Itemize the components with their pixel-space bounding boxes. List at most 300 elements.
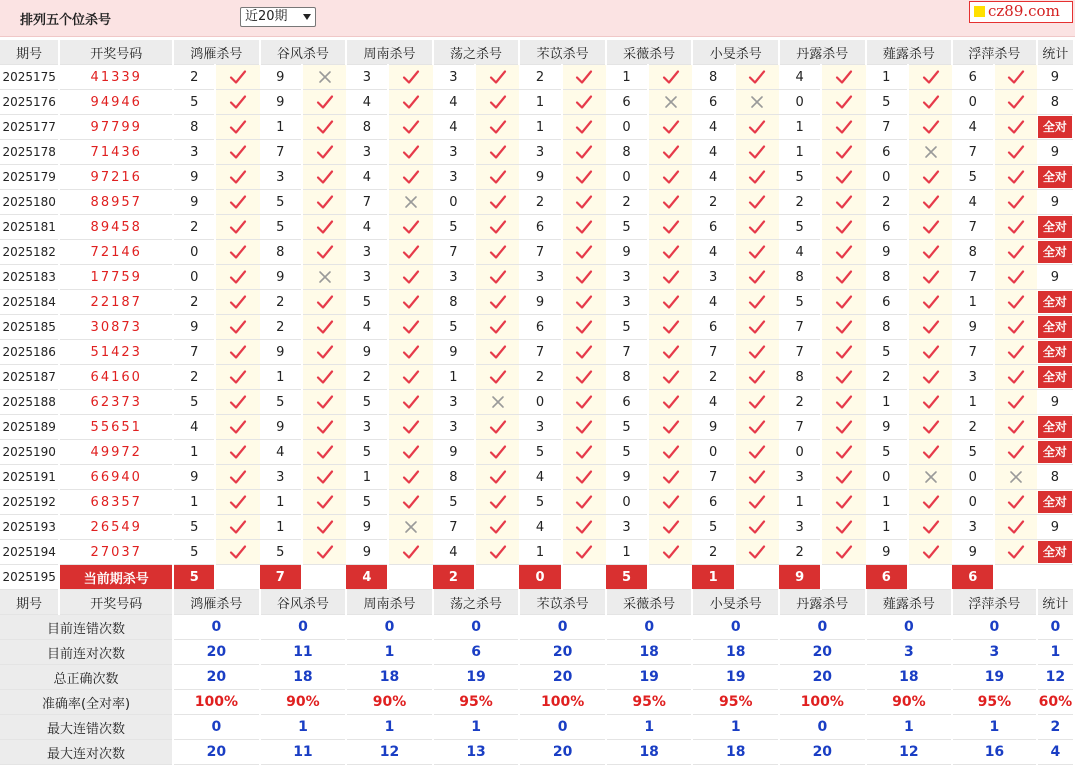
summary-value: 18 — [346, 665, 433, 690]
draw-number: 68357 — [59, 490, 173, 515]
check-icon — [821, 90, 865, 115]
table-row — [0, 215, 1074, 240]
kill-pick: 2 — [606, 190, 648, 215]
all-correct-badge: 全对 — [1038, 541, 1072, 563]
draw-number: 26549 — [59, 515, 173, 540]
kill-pick: 2 — [519, 365, 561, 390]
summary-value: 20 — [779, 740, 866, 765]
table-row — [0, 115, 1074, 140]
col-header-expert: 浮萍杀号 — [952, 590, 1037, 615]
col-header-draw: 开奖号码 — [59, 590, 173, 615]
check-icon — [994, 115, 1036, 140]
draw-number: 64160 — [59, 365, 173, 390]
kill-pick: 7 — [952, 340, 994, 365]
kill-pick: 4 — [346, 215, 388, 240]
check-icon — [648, 240, 692, 265]
check-icon — [735, 290, 779, 315]
check-icon — [735, 265, 779, 290]
check-icon — [388, 115, 432, 140]
current-kill-pick: 0 — [519, 565, 561, 590]
kill-pick: 0 — [952, 490, 994, 515]
check-icon — [994, 265, 1036, 290]
issue-number: 2025186 — [0, 340, 59, 365]
kill-pick: 1 — [779, 140, 821, 165]
summary-value: 20 — [173, 665, 260, 690]
kill-pick: 7 — [260, 140, 302, 165]
kill-pick: 1 — [433, 365, 475, 390]
current-kill-pick: 7 — [260, 565, 302, 590]
col-header-draw: 开奖号码 — [59, 40, 173, 65]
kill-pick: 6 — [606, 90, 648, 115]
check-icon — [908, 90, 952, 115]
current-kill-pick: 5 — [606, 565, 648, 590]
kill-pick: 3 — [519, 415, 561, 440]
kill-pick: 5 — [779, 290, 821, 315]
kill-pick: 2 — [173, 215, 215, 240]
summary-value: 0 — [866, 615, 953, 640]
check-icon — [388, 315, 432, 340]
check-icon — [735, 365, 779, 390]
check-icon — [735, 315, 779, 340]
kill-pick: 0 — [519, 390, 561, 415]
kill-pick: 5 — [260, 390, 302, 415]
kill-pick: 8 — [346, 115, 388, 140]
col-header-expert: 谷风杀号 — [260, 590, 347, 615]
cross-icon — [475, 390, 519, 415]
summary-value: 0 — [779, 715, 866, 740]
kill-pick: 3 — [606, 290, 648, 315]
check-icon — [648, 215, 692, 240]
table-row — [0, 515, 1074, 540]
check-icon — [302, 390, 346, 415]
check-icon — [475, 115, 519, 140]
kill-pick: 1 — [519, 115, 561, 140]
kill-pick: 8 — [173, 115, 215, 140]
row-stat — [1037, 540, 1074, 565]
summary-value: 13 — [433, 740, 520, 765]
check-icon — [302, 190, 346, 215]
col-header-stat: 统计 — [1037, 40, 1074, 65]
kill-pick: 0 — [606, 490, 648, 515]
check-icon — [908, 515, 952, 540]
check-icon — [562, 415, 606, 440]
col-header-expert: 周南杀号 — [346, 590, 433, 615]
kill-pick: 8 — [606, 140, 648, 165]
check-icon — [908, 540, 952, 565]
check-icon — [648, 490, 692, 515]
summary-value: 1 — [606, 715, 693, 740]
kill-pick: 1 — [866, 490, 908, 515]
kill-pick: 6 — [866, 215, 908, 240]
kill-pick: 9 — [260, 340, 302, 365]
kill-pick: 5 — [606, 315, 648, 340]
check-icon — [388, 490, 432, 515]
kill-pick: 2 — [260, 290, 302, 315]
check-icon — [735, 190, 779, 215]
summary-stat: 1 — [1037, 640, 1074, 665]
summary-value: 20 — [173, 740, 260, 765]
kill-pick: 9 — [260, 90, 302, 115]
kill-pick: 3 — [433, 165, 475, 190]
row-stat — [1037, 115, 1074, 140]
kill-pick: 9 — [260, 265, 302, 290]
kill-pick: 4 — [779, 65, 821, 90]
current-blank — [735, 565, 779, 590]
kill-pick: 5 — [866, 340, 908, 365]
check-icon — [562, 390, 606, 415]
current-blank — [908, 565, 952, 590]
summary-value: 19 — [692, 665, 779, 690]
kill-pick: 5 — [952, 440, 994, 465]
kill-pick: 6 — [692, 315, 734, 340]
current-blank — [994, 565, 1036, 590]
summary-value: 1 — [692, 715, 779, 740]
draw-number: 97216 — [59, 165, 173, 190]
summary-value: 3 — [952, 640, 1037, 665]
check-icon — [388, 465, 432, 490]
summary-value: 20 — [519, 665, 606, 690]
check-icon — [388, 90, 432, 115]
kill-pick: 3 — [433, 140, 475, 165]
kill-pick: 3 — [952, 365, 994, 390]
top-bar — [0, 0, 1075, 37]
all-correct-badge: 全对 — [1038, 366, 1072, 388]
summary-value: 0 — [519, 715, 606, 740]
table-row — [0, 240, 1074, 265]
table-row — [0, 315, 1074, 340]
summary-value: 12 — [866, 740, 953, 765]
summary-value: 95% — [952, 690, 1037, 715]
current-period-label: 当前期杀号 — [59, 565, 173, 590]
kill-pick: 5 — [346, 490, 388, 515]
summary-value: 6 — [433, 640, 520, 665]
check-icon — [475, 215, 519, 240]
summary-value: 100% — [779, 690, 866, 715]
current-kill-pick: 1 — [692, 565, 734, 590]
kill-pick: 3 — [519, 265, 561, 290]
check-icon — [648, 65, 692, 90]
kill-pick: 1 — [952, 390, 994, 415]
kill-pick: 3 — [173, 140, 215, 165]
check-icon — [908, 440, 952, 465]
kill-pick: 9 — [692, 415, 734, 440]
issue-number: 2025188 — [0, 390, 59, 415]
col-header-expert: 谷风杀号 — [260, 40, 347, 65]
summary-value: 0 — [519, 615, 606, 640]
summary-value: 12 — [346, 740, 433, 765]
current-kill-pick: 4 — [346, 565, 388, 590]
check-icon — [735, 115, 779, 140]
kill-pick: 5 — [866, 440, 908, 465]
check-icon — [735, 215, 779, 240]
kill-pick: 5 — [173, 540, 215, 565]
summary-stat: 0 — [1037, 615, 1074, 640]
summary-value: 1 — [346, 640, 433, 665]
check-icon — [562, 165, 606, 190]
kill-pick: 0 — [779, 440, 821, 465]
kill-pick: 8 — [866, 315, 908, 340]
kill-pick: 2 — [519, 190, 561, 215]
all-correct-badge: 全对 — [1038, 316, 1072, 338]
check-icon — [735, 390, 779, 415]
col-header-expert: 小旻杀号 — [692, 590, 779, 615]
summary-value: 100% — [519, 690, 606, 715]
kill-pick: 0 — [866, 465, 908, 490]
check-icon — [735, 440, 779, 465]
col-header-expert: 薤露杀号 — [866, 40, 953, 65]
logo-text: cz89.com — [988, 2, 1060, 20]
kill-pick: 0 — [606, 165, 648, 190]
check-icon — [215, 215, 259, 240]
kill-pick: 3 — [260, 465, 302, 490]
cross-icon — [735, 90, 779, 115]
kill-pick: 9 — [606, 240, 648, 265]
check-icon — [994, 290, 1036, 315]
check-icon — [475, 340, 519, 365]
kill-pick: 1 — [606, 65, 648, 90]
check-icon — [215, 190, 259, 215]
summary-value: 1 — [952, 715, 1037, 740]
kill-pick: 9 — [173, 190, 215, 215]
summary-value: 0 — [606, 615, 693, 640]
kill-pick: 4 — [346, 165, 388, 190]
summary-value: 0 — [692, 615, 779, 640]
check-icon — [648, 515, 692, 540]
kill-pick: 0 — [173, 265, 215, 290]
kill-pick: 6 — [692, 215, 734, 240]
check-icon — [821, 240, 865, 265]
draw-number: 94946 — [59, 90, 173, 115]
row-stat — [1037, 440, 1074, 465]
kill-pick: 3 — [519, 140, 561, 165]
col-header-expert: 小旻杀号 — [692, 40, 779, 65]
kill-pick: 5 — [346, 290, 388, 315]
kill-pick: 5 — [433, 490, 475, 515]
check-icon — [388, 415, 432, 440]
summary-value: 95% — [692, 690, 779, 715]
kill-pick: 2 — [692, 190, 734, 215]
period-select[interactable] — [240, 7, 316, 27]
kill-pick: 5 — [173, 390, 215, 415]
kill-pick: 8 — [866, 265, 908, 290]
kill-pick: 2 — [346, 365, 388, 390]
col-header-expert: 采薇杀号 — [606, 590, 693, 615]
check-icon — [475, 265, 519, 290]
kill-pick: 9 — [952, 540, 994, 565]
summary-value: 0 — [173, 615, 260, 640]
all-correct-badge: 全对 — [1038, 441, 1072, 463]
kill-pick: 6 — [952, 65, 994, 90]
summary-value: 100% — [173, 690, 260, 715]
check-icon — [821, 365, 865, 390]
kill-number-table — [0, 40, 1075, 765]
check-icon — [821, 490, 865, 515]
summary-value: 20 — [779, 665, 866, 690]
kill-pick: 4 — [346, 90, 388, 115]
issue-number: 2025183 — [0, 265, 59, 290]
kill-pick: 5 — [779, 165, 821, 190]
kill-pick: 5 — [606, 440, 648, 465]
summary-value: 20 — [519, 640, 606, 665]
check-icon — [302, 165, 346, 190]
issue-number: 2025177 — [0, 115, 59, 140]
kill-pick: 7 — [692, 465, 734, 490]
kill-pick: 3 — [433, 415, 475, 440]
table-row — [0, 490, 1074, 515]
kill-pick: 2 — [692, 540, 734, 565]
draw-number: 51423 — [59, 340, 173, 365]
check-icon — [215, 115, 259, 140]
all-correct-badge: 全对 — [1038, 241, 1072, 263]
site-logo[interactable] — [969, 1, 1073, 23]
kill-pick: 4 — [692, 240, 734, 265]
check-icon — [475, 415, 519, 440]
check-icon — [821, 540, 865, 565]
check-icon — [562, 65, 606, 90]
summary-value: 19 — [433, 665, 520, 690]
col-header-issue: 期号 — [0, 590, 59, 615]
col-header-expert: 鸿雁杀号 — [173, 40, 260, 65]
kill-pick: 8 — [260, 240, 302, 265]
kill-pick: 0 — [952, 465, 994, 490]
check-icon — [994, 240, 1036, 265]
current-kill-pick: 6 — [952, 565, 994, 590]
kill-pick: 2 — [519, 65, 561, 90]
check-icon — [994, 165, 1036, 190]
summary-value: 3 — [866, 640, 953, 665]
col-header-expert: 丹露杀号 — [779, 40, 866, 65]
check-icon — [562, 290, 606, 315]
kill-pick: 9 — [260, 65, 302, 90]
row-stat: 9 — [1037, 265, 1074, 290]
check-icon — [302, 490, 346, 515]
logo-square-icon — [974, 6, 985, 17]
table-row — [0, 290, 1074, 315]
kill-pick: 5 — [260, 190, 302, 215]
all-correct-badge: 全对 — [1038, 166, 1072, 188]
check-icon — [215, 165, 259, 190]
kill-pick: 7 — [519, 240, 561, 265]
row-stat: 8 — [1037, 465, 1074, 490]
kill-pick: 1 — [952, 290, 994, 315]
check-icon — [215, 440, 259, 465]
cross-icon — [908, 140, 952, 165]
kill-pick: 3 — [346, 415, 388, 440]
bottom-header-row — [0, 590, 1074, 615]
summary-value: 1 — [866, 715, 953, 740]
summary-value: 20 — [173, 640, 260, 665]
check-icon — [475, 315, 519, 340]
cross-icon — [648, 90, 692, 115]
check-icon — [821, 315, 865, 340]
kill-pick: 0 — [692, 440, 734, 465]
kill-pick: 5 — [346, 390, 388, 415]
check-icon — [562, 490, 606, 515]
table-row — [0, 165, 1074, 190]
check-icon — [562, 215, 606, 240]
issue-number: 2025194 — [0, 540, 59, 565]
current-blank — [648, 565, 692, 590]
col-header-expert: 薤露杀号 — [866, 590, 953, 615]
check-icon — [388, 540, 432, 565]
kill-pick: 1 — [260, 365, 302, 390]
current-blank — [388, 565, 432, 590]
draw-number: 72146 — [59, 240, 173, 265]
check-icon — [648, 165, 692, 190]
current-issue-number: 2025195 — [0, 565, 59, 590]
kill-pick: 0 — [433, 190, 475, 215]
kill-pick: 4 — [519, 465, 561, 490]
draw-number: 71436 — [59, 140, 173, 165]
issue-number: 2025178 — [0, 140, 59, 165]
current-kill-pick: 2 — [433, 565, 475, 590]
table-row — [0, 465, 1074, 490]
kill-pick: 4 — [779, 240, 821, 265]
kill-pick: 7 — [346, 190, 388, 215]
current-stat-blank — [1037, 565, 1074, 590]
issue-number: 2025187 — [0, 365, 59, 390]
col-header-expert: 鸿雁杀号 — [173, 590, 260, 615]
summary-value: 18 — [692, 740, 779, 765]
check-icon — [994, 190, 1036, 215]
kill-pick: 8 — [779, 265, 821, 290]
check-icon — [302, 90, 346, 115]
kill-pick: 4 — [952, 115, 994, 140]
summary-label: 目前连错次数 — [0, 615, 173, 640]
check-icon — [908, 365, 952, 390]
check-icon — [648, 540, 692, 565]
check-icon — [215, 65, 259, 90]
kill-pick: 1 — [346, 465, 388, 490]
kill-pick: 3 — [606, 515, 648, 540]
kill-pick: 3 — [433, 65, 475, 90]
check-icon — [302, 315, 346, 340]
check-icon — [475, 65, 519, 90]
check-icon — [908, 65, 952, 90]
kill-pick: 1 — [519, 90, 561, 115]
row-stat — [1037, 415, 1074, 440]
issue-number: 2025189 — [0, 415, 59, 440]
check-icon — [215, 290, 259, 315]
kill-pick: 7 — [952, 265, 994, 290]
check-icon — [302, 115, 346, 140]
summary-value: 0 — [779, 615, 866, 640]
kill-pick: 3 — [260, 165, 302, 190]
summary-value: 16 — [952, 740, 1037, 765]
check-icon — [735, 165, 779, 190]
kill-pick: 9 — [260, 415, 302, 440]
summary-stat: 2 — [1037, 715, 1074, 740]
table-row — [0, 265, 1074, 290]
check-icon — [475, 490, 519, 515]
issue-number: 2025193 — [0, 515, 59, 540]
summary-value: 20 — [519, 740, 606, 765]
check-icon — [475, 90, 519, 115]
kill-pick: 9 — [173, 315, 215, 340]
kill-pick: 1 — [606, 540, 648, 565]
kill-pick: 4 — [692, 115, 734, 140]
issue-number: 2025181 — [0, 215, 59, 240]
kill-pick: 2 — [952, 415, 994, 440]
check-icon — [648, 440, 692, 465]
kill-pick: 0 — [779, 90, 821, 115]
check-icon — [302, 540, 346, 565]
check-icon — [735, 140, 779, 165]
kill-pick: 1 — [260, 490, 302, 515]
kill-pick: 6 — [606, 390, 648, 415]
check-icon — [302, 515, 346, 540]
kill-pick: 7 — [173, 340, 215, 365]
